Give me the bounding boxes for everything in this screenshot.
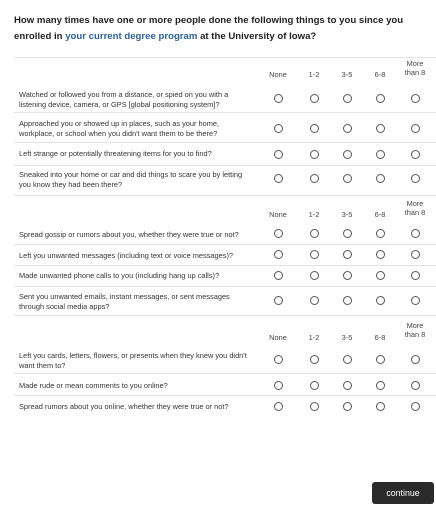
question-row-label: Spread rumors about you online, whether they were true or not? <box>19 402 229 411</box>
radio-button[interactable] <box>310 355 319 364</box>
question-row-label: Spread gossip or rumors about you, whether they were true or not? <box>19 230 239 239</box>
radio-button[interactable] <box>343 381 352 390</box>
column-header: More than 8 <box>404 59 426 77</box>
question-row-label: Left strange or potentially threatening items for you to find? <box>19 149 212 158</box>
question-row-label: Made unwanted phone calls to you (including hang up calls)? <box>19 271 220 280</box>
column-header: 1-2 <box>308 333 320 342</box>
radio-button[interactable] <box>274 124 283 133</box>
column-header: 3-5 <box>341 210 353 219</box>
column-header: 6-8 <box>374 333 386 342</box>
radio-button[interactable] <box>376 229 385 238</box>
radio-button[interactable] <box>310 381 319 390</box>
radio-button[interactable] <box>411 174 420 183</box>
question-row-label: Approached you or showed up in places, such as your home, workplace, or school when you didn't want them to be there? <box>19 119 220 138</box>
radio-button[interactable] <box>343 355 352 364</box>
question-highlight: your current degree program <box>65 30 198 42</box>
question-row-label: Sent you unwanted emails, instant messages, or sent messages through social media apps? <box>19 292 230 311</box>
radio-button[interactable] <box>411 229 420 238</box>
column-header: 6-8 <box>374 70 386 79</box>
question-prefix: How many times have one or more people done the following things to you since you enrolled in <box>14 15 404 42</box>
radio-button[interactable] <box>343 296 352 305</box>
radio-button[interactable] <box>376 355 385 364</box>
radio-button[interactable] <box>343 174 352 183</box>
column-header: 6-8 <box>374 210 386 219</box>
radio-button[interactable] <box>274 94 283 103</box>
radio-button[interactable] <box>411 402 420 411</box>
radio-button[interactable] <box>411 296 420 305</box>
radio-button[interactable] <box>274 229 283 238</box>
column-header: None <box>269 210 287 219</box>
question-text <box>14 13 434 44</box>
radio-button[interactable] <box>411 355 420 364</box>
radio-button[interactable] <box>274 402 283 411</box>
radio-button[interactable] <box>274 355 283 364</box>
row-separator <box>14 286 436 287</box>
radio-button[interactable] <box>274 150 283 159</box>
radio-button[interactable] <box>411 250 420 259</box>
question-row-label: Left you unwanted messages (including text or voice messages)? <box>19 251 234 260</box>
question-row-label: Made rude or mean comments to you online? <box>19 381 168 390</box>
radio-button[interactable] <box>376 296 385 305</box>
radio-button[interactable] <box>343 271 352 280</box>
radio-button[interactable] <box>343 94 352 103</box>
radio-button[interactable] <box>274 271 283 280</box>
question-suffix: at the University of Iowa? <box>197 30 317 42</box>
row-separator <box>14 244 436 245</box>
radio-button[interactable] <box>343 124 352 133</box>
radio-button[interactable] <box>310 94 319 103</box>
radio-button[interactable] <box>274 174 283 183</box>
radio-button[interactable] <box>310 229 319 238</box>
radio-button[interactable] <box>310 150 319 159</box>
column-header: More than 8 <box>404 321 426 339</box>
radio-button[interactable] <box>310 296 319 305</box>
column-header: 1-2 <box>308 70 320 79</box>
radio-button[interactable] <box>310 402 319 411</box>
radio-button[interactable] <box>411 271 420 280</box>
question-row-label: Watched or followed you from a distance, or spied on you with a listening device, camera, or GPS [global positioning system]? <box>19 90 229 109</box>
group-separator <box>14 195 436 196</box>
radio-button[interactable] <box>376 94 385 103</box>
radio-button[interactable] <box>376 174 385 183</box>
radio-button[interactable] <box>274 296 283 305</box>
row-separator <box>14 265 436 266</box>
column-header: 3-5 <box>341 333 353 342</box>
radio-button[interactable] <box>343 150 352 159</box>
radio-button[interactable] <box>411 94 420 103</box>
radio-button[interactable] <box>376 124 385 133</box>
radio-button[interactable] <box>411 150 420 159</box>
radio-button[interactable] <box>310 271 319 280</box>
column-header: More than 8 <box>404 199 426 217</box>
column-header: 3-5 <box>341 70 353 79</box>
radio-button[interactable] <box>310 250 319 259</box>
question-row-label: Sneaked into your home or car and did things to scare you by letting you know they had been there? <box>19 170 243 189</box>
row-separator <box>14 142 436 143</box>
radio-button[interactable] <box>310 124 319 133</box>
radio-button[interactable] <box>411 381 420 390</box>
radio-button[interactable] <box>310 174 319 183</box>
column-header: None <box>269 70 287 79</box>
row-separator <box>14 165 436 166</box>
radio-button[interactable] <box>376 271 385 280</box>
radio-button[interactable] <box>343 402 352 411</box>
radio-button[interactable] <box>376 381 385 390</box>
group-separator <box>14 57 436 58</box>
column-header: None <box>269 333 287 342</box>
radio-button[interactable] <box>343 229 352 238</box>
group-separator <box>14 315 436 316</box>
radio-button[interactable] <box>343 250 352 259</box>
column-header: 1-2 <box>308 210 320 219</box>
row-separator <box>14 395 436 396</box>
radio-button[interactable] <box>376 402 385 411</box>
question-row-label: Left you cards, letters, flowers, or presents when they knew you didn't want them to? <box>19 351 247 370</box>
radio-button[interactable] <box>274 381 283 390</box>
row-separator <box>14 112 436 113</box>
radio-button[interactable] <box>376 250 385 259</box>
row-separator <box>14 373 436 374</box>
radio-button[interactable] <box>274 250 283 259</box>
radio-button[interactable] <box>376 150 385 159</box>
radio-button[interactable] <box>411 124 420 133</box>
continue-button[interactable]: continue <box>372 482 434 504</box>
